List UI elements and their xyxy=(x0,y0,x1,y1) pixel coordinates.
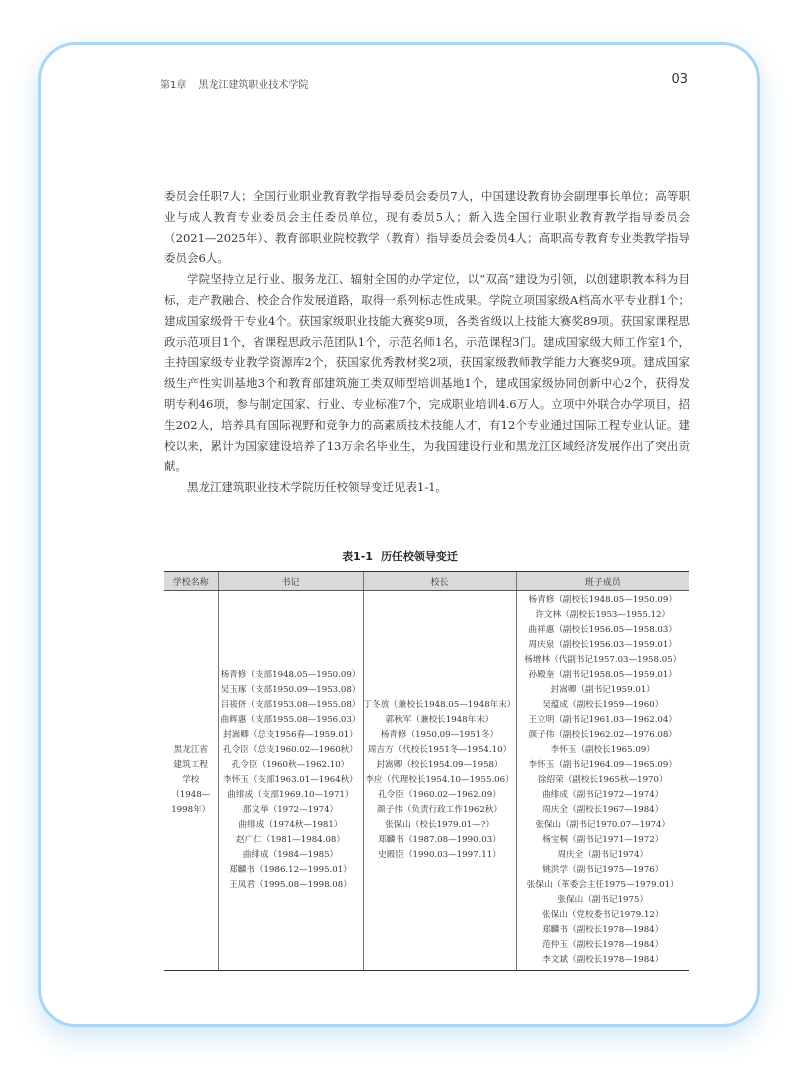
member-entry: 张保山（副书记1970.07—1974） xyxy=(535,820,671,830)
table-caption-title: 历任校领导变迁 xyxy=(380,550,458,563)
leadership-table xyxy=(164,571,689,971)
member-entry: 李怀玉（副校长1965.09） xyxy=(550,745,655,755)
member-entry: 杨青修（副校长1948.05—1950.09） xyxy=(528,595,677,605)
president-entry: 孔令臣（1960.02—1962.09） xyxy=(378,790,501,800)
member-entry: 曲绯成（副书记1972—1974） xyxy=(542,790,664,800)
header-members: 班子成员 xyxy=(516,572,689,591)
school-line: 建筑工程 xyxy=(173,760,208,770)
header-president: 校长 xyxy=(363,572,516,591)
secretary-entry: 王凤君（1995.08—1998.08） xyxy=(229,880,352,890)
chapter-title: 黑龙江建筑职业技术学院 xyxy=(198,80,309,91)
body-text xyxy=(164,186,690,498)
member-entry: 郑麟书（副校长1978—1984） xyxy=(542,925,664,935)
president-entry: 封嵩卿（校长1954.09—1958） xyxy=(376,760,503,770)
secretary-entry: 郑麟书（1986.12—1995.01） xyxy=(229,865,352,875)
member-entry: 吴蕴成（副校长1959—1960） xyxy=(542,700,664,710)
president-entry: 颜子伟（负责行政工作1962秋） xyxy=(377,805,502,815)
secretary-entry: 吕祓侪（支部1953.08—1955.08） xyxy=(220,700,361,710)
secretary-entry: 曲辉惠（支部1955.08—1956.03） xyxy=(220,715,361,725)
table-caption-number: 表1-1 xyxy=(342,550,373,563)
member-entry: 姚洪学（副书记1975—1976） xyxy=(542,865,664,875)
member-entry: 周庆全（副校长1967—1984） xyxy=(542,805,664,815)
secretary-entry: 曲绯成（支部1969.10—1971） xyxy=(227,790,354,800)
member-entry: 封嵩卿（副书记1959.01） xyxy=(550,685,655,695)
member-entry: 杨增林（代副书记1957.03—1958.05） xyxy=(524,655,682,665)
table-row xyxy=(164,591,689,971)
member-entry: 周庆全（副书记1974） xyxy=(557,850,649,860)
president-entry: 郭秋军（兼校长1948年末） xyxy=(385,715,494,725)
member-entry: 孙殿奎（副书记1958.05—1959.01） xyxy=(528,670,677,680)
president-entry: 杨青修（1950.09—1951冬） xyxy=(380,730,499,740)
member-entry: 李怀玉（副书记1964.09—1965.09） xyxy=(528,760,677,770)
member-entry: 颜子伟（副校长1962.02—1976.08） xyxy=(528,730,677,740)
secretary-entry: 吴玉琢（支部1950.09—1953.08） xyxy=(220,685,361,695)
secretaries-cell xyxy=(218,591,363,971)
president-entry: 周吉方（代校长1951冬—1954.10） xyxy=(367,745,512,755)
table-caption xyxy=(0,548,800,564)
secretary-entry: 那文举（1972—1974） xyxy=(242,805,339,815)
secretary-entry: 曲绯成（1984—1985） xyxy=(242,850,339,860)
member-entry: 曲祥惠（副校长1956.05—1958.03） xyxy=(528,625,677,635)
school-line: 学校 xyxy=(182,775,200,785)
president-entry: 李应（代理校长1954.10—1955.06） xyxy=(365,775,514,785)
member-entry: 许文林（副校长1953—1955.12） xyxy=(535,610,671,620)
paragraph-achievements: 学院坚持立足行业、服务龙江、辐射全国的办学定位，以“双高”建设为引领，以创建职教本科为目标，走产教融合、校企合作发展道路，取得一系列标志性成果。学院立项国家级A档高水平专业群1个；建成国家级骨干专业4个。获国家级职业技能大赛奖9项，各类省级以上技能大赛奖89项。获国家课程思政示范项目1个，省课程思政示范团队1个，示范名师1名，示范课程3门。建成国家级大师工作室1个，主持国家级专业教学资源库2个，获国家优秀教材奖2项，获国家级教师教学能力大赛奖9项。建成国家级生产性实训基地3个和教育部建筑施工类双师型培训基地1个，建成国家级协同创新中心2个，获得发明专利46项，参与制定国家、行业、专业标准7个，完成职业培训4.6万人。立项中外联合办学项目，招生202人，培养具有国际视野和竞争力的高素质技术技能人才，有12个专业通过国际工程专业认证。建校以来，累计为国家建设培养了13万余名毕业生，为我国建设行业和黑龙江区域经济发展作出了突出贡献。 xyxy=(164,272,690,474)
running-head xyxy=(160,76,320,91)
paragraph-continued: 委员会任职7人；全国行业职业教育教学指导委员会委员7人，中国建设教育协会副理事长单位；高等职业与成人教育专业委员会主任委员单位，现有委员5人；新入选全国行业职业教育教学指导委员会（2021—2025年）、教育部职业院校教学（教育）指导委员会委员4人；高职高专教育专业类教学指导委员会6人。 xyxy=(164,189,690,266)
secretary-entry: 孔令臣（总支1960.02—1960秋） xyxy=(223,745,358,755)
member-entry: 周庆泉（副校长1956.03—1959.01） xyxy=(528,640,677,650)
school-line: 1998年） xyxy=(171,805,211,815)
secretary-entry: 李怀玉（支部1963.01—1964秋） xyxy=(223,775,358,785)
secretary-entry: 杨青修（支部1948.05—1950.09） xyxy=(220,670,361,680)
president-entry: 郑麟书（1987.08—1990.03） xyxy=(378,835,501,845)
presidents-cell xyxy=(363,591,516,971)
member-entry: 范仲玉（副校长1978—1984） xyxy=(542,940,664,950)
member-entry: 张保山（副书记1975） xyxy=(557,895,649,905)
member-entry: 张保山（革委会主任1975—1979.01） xyxy=(526,880,679,890)
member-entry: 王立明（副书记1961.03—1962.04） xyxy=(528,715,677,725)
table-header-row xyxy=(164,572,689,591)
member-entry: 张保山（党校委书记1979.12） xyxy=(542,910,664,920)
header-school: 学校名称 xyxy=(164,572,218,591)
member-entry: 徐绍荣（副校长1965秋—1970） xyxy=(537,775,668,785)
school-name-cell xyxy=(164,591,218,971)
secretary-entry: 封嵩卿（总支1956春—1959.01） xyxy=(223,730,358,740)
chapter-number: 第1章 xyxy=(160,80,187,91)
members-cell xyxy=(516,591,689,971)
member-entry: 杨宝桐（副书记1971—1972） xyxy=(542,835,664,845)
member-entry: 李文斌（副校长1978—1984） xyxy=(542,955,664,965)
paragraph-table-reference: 黑龙江建筑职业技术学院历任校领导变迁见表1-1。 xyxy=(187,480,448,495)
secretary-entry: 赵广仁（1981—1984.08） xyxy=(236,835,345,845)
president-entry: 丁冬放（兼校长1948.05—1948年末） xyxy=(363,700,516,710)
page-number: 03 xyxy=(671,72,688,87)
school-line: 黑龙江省 xyxy=(173,745,208,755)
secretary-entry: 曲绯成（1974秋—1981） xyxy=(238,820,343,830)
secretary-entry: 孔令臣（1960秋—1962.10） xyxy=(231,760,350,770)
president-entry: 史殿臣（1990.03—1997.11） xyxy=(378,850,501,860)
header-secretary: 书记 xyxy=(218,572,363,591)
president-entry: 张保山（校长1979.01—?） xyxy=(385,820,494,830)
school-line: （1948— xyxy=(171,790,211,800)
